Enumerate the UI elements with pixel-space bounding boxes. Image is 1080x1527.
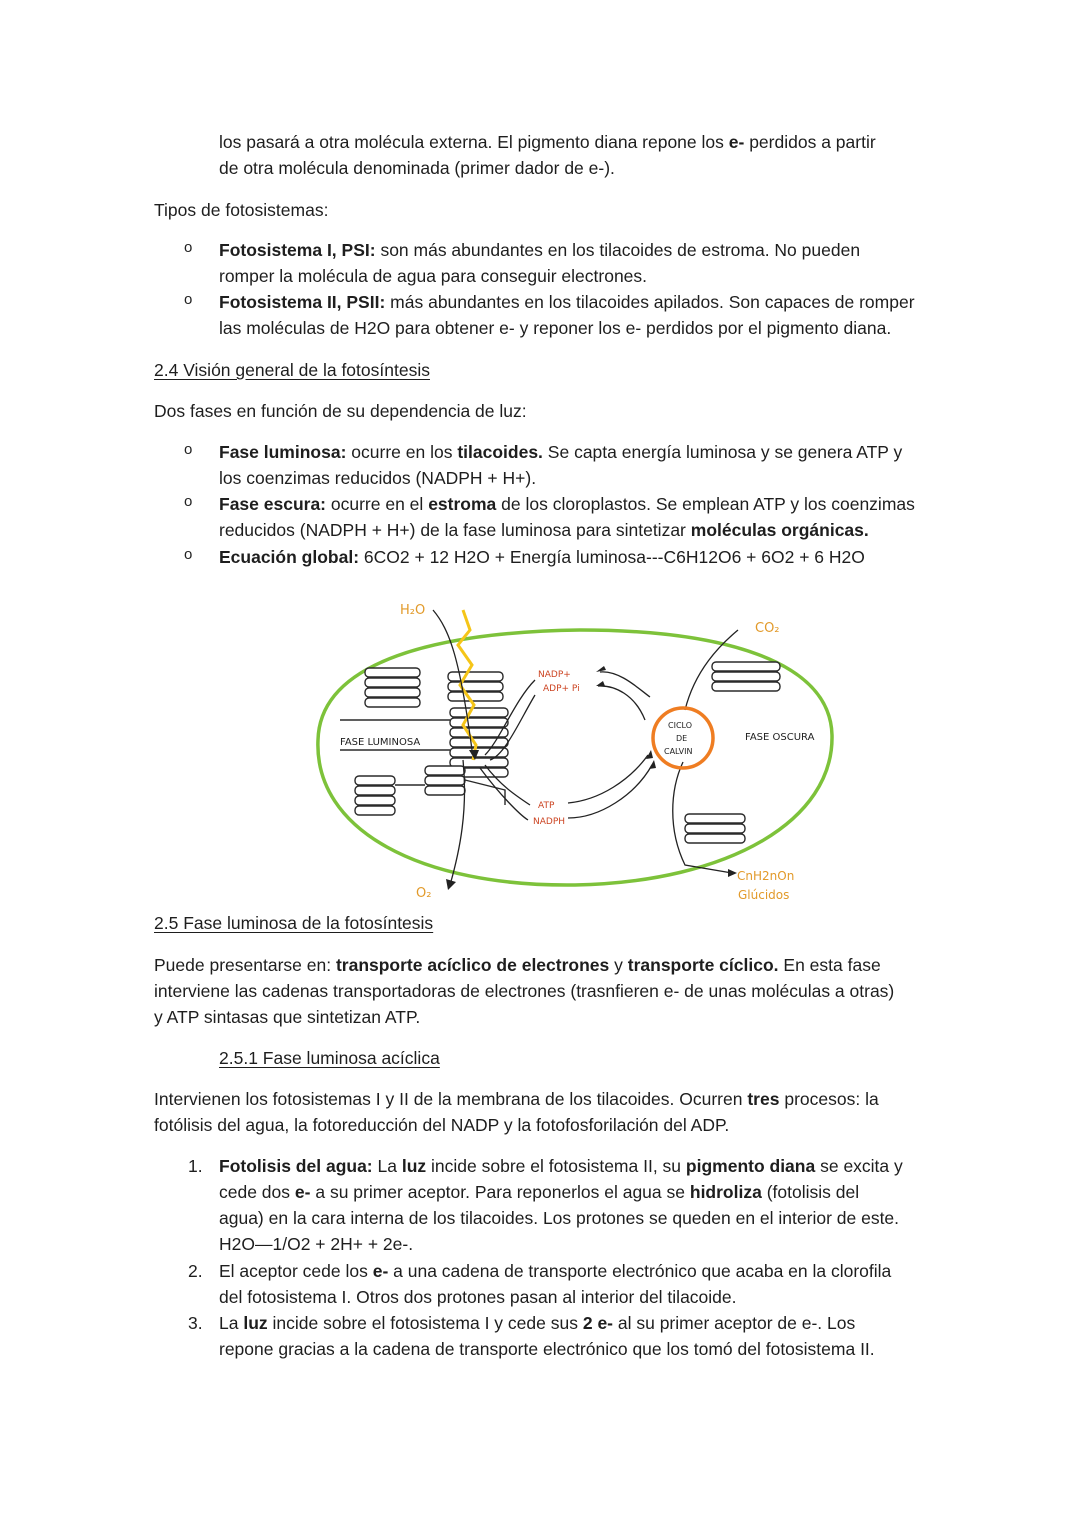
fase-oscura-label: FASE OSCURA [745,732,815,743]
product-label-2: Glúcidos [738,888,790,902]
bullet-icon: o [184,441,193,458]
section-2-5-1-line-1: Intervienen los fotosistemas I y II de la membrana de los tilacoides. Ocurren tres procesos: la [154,1089,879,1109]
fase-luminosa-line-2: los coenzimas reducidos (NADPH + H+). [219,468,537,488]
step-3-line-2: repone gracias a la cadena de transporte electrónico que los tomó del fotosistema II. [219,1339,875,1359]
section-2-5-line-1: Puede presentarse en: transporte acíclico de electrones y transporte cíclico. En esta fase [154,955,881,975]
section-2-5-1-line-2: fotólisis del agua, la fotoreducción del NADP y la fotofosforilación del ADP. [154,1115,730,1135]
step-1-line-3: agua) en la cara interna de los tilacoides. Los protones se queden en el interior de este. [219,1208,900,1228]
calvin-label-2: DE [676,734,688,743]
nadp-label: NADP+ [538,670,571,680]
psi-line-1: Fotosistema I, PSI: son más abundantes en los tilacoides de estroma. No pueden [219,240,861,260]
step-2-line-1: El aceptor cede los e- a una cadena de transporte electrónico que acaba en la clorofila [219,1261,892,1281]
nadph-label: NADPH [533,817,566,827]
fase-luminosa-line-1: Fase luminosa: ocurre en los tilacoides. Se capta energía luminosa y se genera ATP y [219,442,903,462]
chloroplast-diagram [300,590,860,920]
intro-line-2: de otra molécula denominada (primer dador de e-). [219,158,615,178]
types-heading: Tipos de fotosistemas: [154,200,329,220]
bullet-icon: o [184,239,193,256]
calvin-label-3: CALVIN [664,747,693,756]
section-2-5-line-2: interviene las cadenas transportadoras de electrones (trasnfieren e- de unas moléculas a otras) [154,981,895,1001]
psii-line-2: las moléculas de H2O para obtener e- y reponer los e- perdidos por el pigmento diana. [219,318,892,338]
atp-label: ATP [538,801,555,811]
h2o-label: H₂O [400,603,426,618]
calvin-label-1: CICLO [668,721,692,730]
section-2-4-intro: Dos fases en función de su dependencia de luz: [154,401,527,421]
o2-label: O₂ [416,886,432,901]
step-number: 1. [188,1156,203,1176]
step-1-line-4: H2O—1/O2 + 2H+ + 2e-. [219,1234,414,1254]
ecuacion-global: Ecuación global: 6CO2 + 12 H2O + Energía luminosa---C6H12O6 + 6O2 + 6 H2O [219,547,865,567]
section-2-4-title: 2.4 Visión general de la fotosíntesis [154,360,430,380]
adp-label: ADP+ Pi [543,684,580,694]
section-2-5-title: 2.5 Fase luminosa de la fotosíntesis [154,913,434,933]
psii-line-1: Fotosistema II, PSII: más abundantes en los tilacoides apilados. Son capaces de romper [219,292,915,312]
bullet-icon: o [184,291,193,308]
step-2-line-2: del fotosistema I. Otros dos protones pasan al interior del tilacoide. [219,1287,737,1307]
co2-label: CO₂ [755,621,780,636]
psi-line-2: romper la molécula de agua para conseguir electrones. [219,266,648,286]
step-number: 2. [188,1261,203,1281]
fase-escura-line-2: reducidos (NADPH + H+) de la fase luminosa para sintetizar moléculas orgánicas. [219,520,869,540]
bullet-icon: o [184,546,193,563]
bullet-icon: o [184,493,193,510]
fase-escura-line-1: Fase escura: ocurre en el estroma de los cloroplastos. Se emplean ATP y los coenzimas [219,494,915,514]
section-2-5-line-3: y ATP sintasas que sintetizan ATP. [154,1007,421,1027]
section-2-5-1-title: 2.5.1 Fase luminosa acíclica [219,1048,440,1068]
step-1-line-2: cede dos e- a su primer aceptor. Para reponerlos el agua se hidroliza (fotolisis del [219,1182,860,1202]
step-1-line-1: Fotolisis del agua: La luz incide sobre el fotosistema II, su pigmento diana se excita y [219,1156,903,1176]
product-label-1: CnH2nOn [737,869,795,883]
step-number: 3. [188,1313,203,1333]
intro-line-1: los pasará a otra molécula externa. El pigmento diana repone los e- perdidos a partir [219,132,876,152]
fase-luminosa-label: FASE LUMINOSA [340,737,421,748]
step-3-line-1: La luz incide sobre el fotosistema I y cede sus 2 e- al su primer aceptor de e-. Los [219,1313,856,1333]
